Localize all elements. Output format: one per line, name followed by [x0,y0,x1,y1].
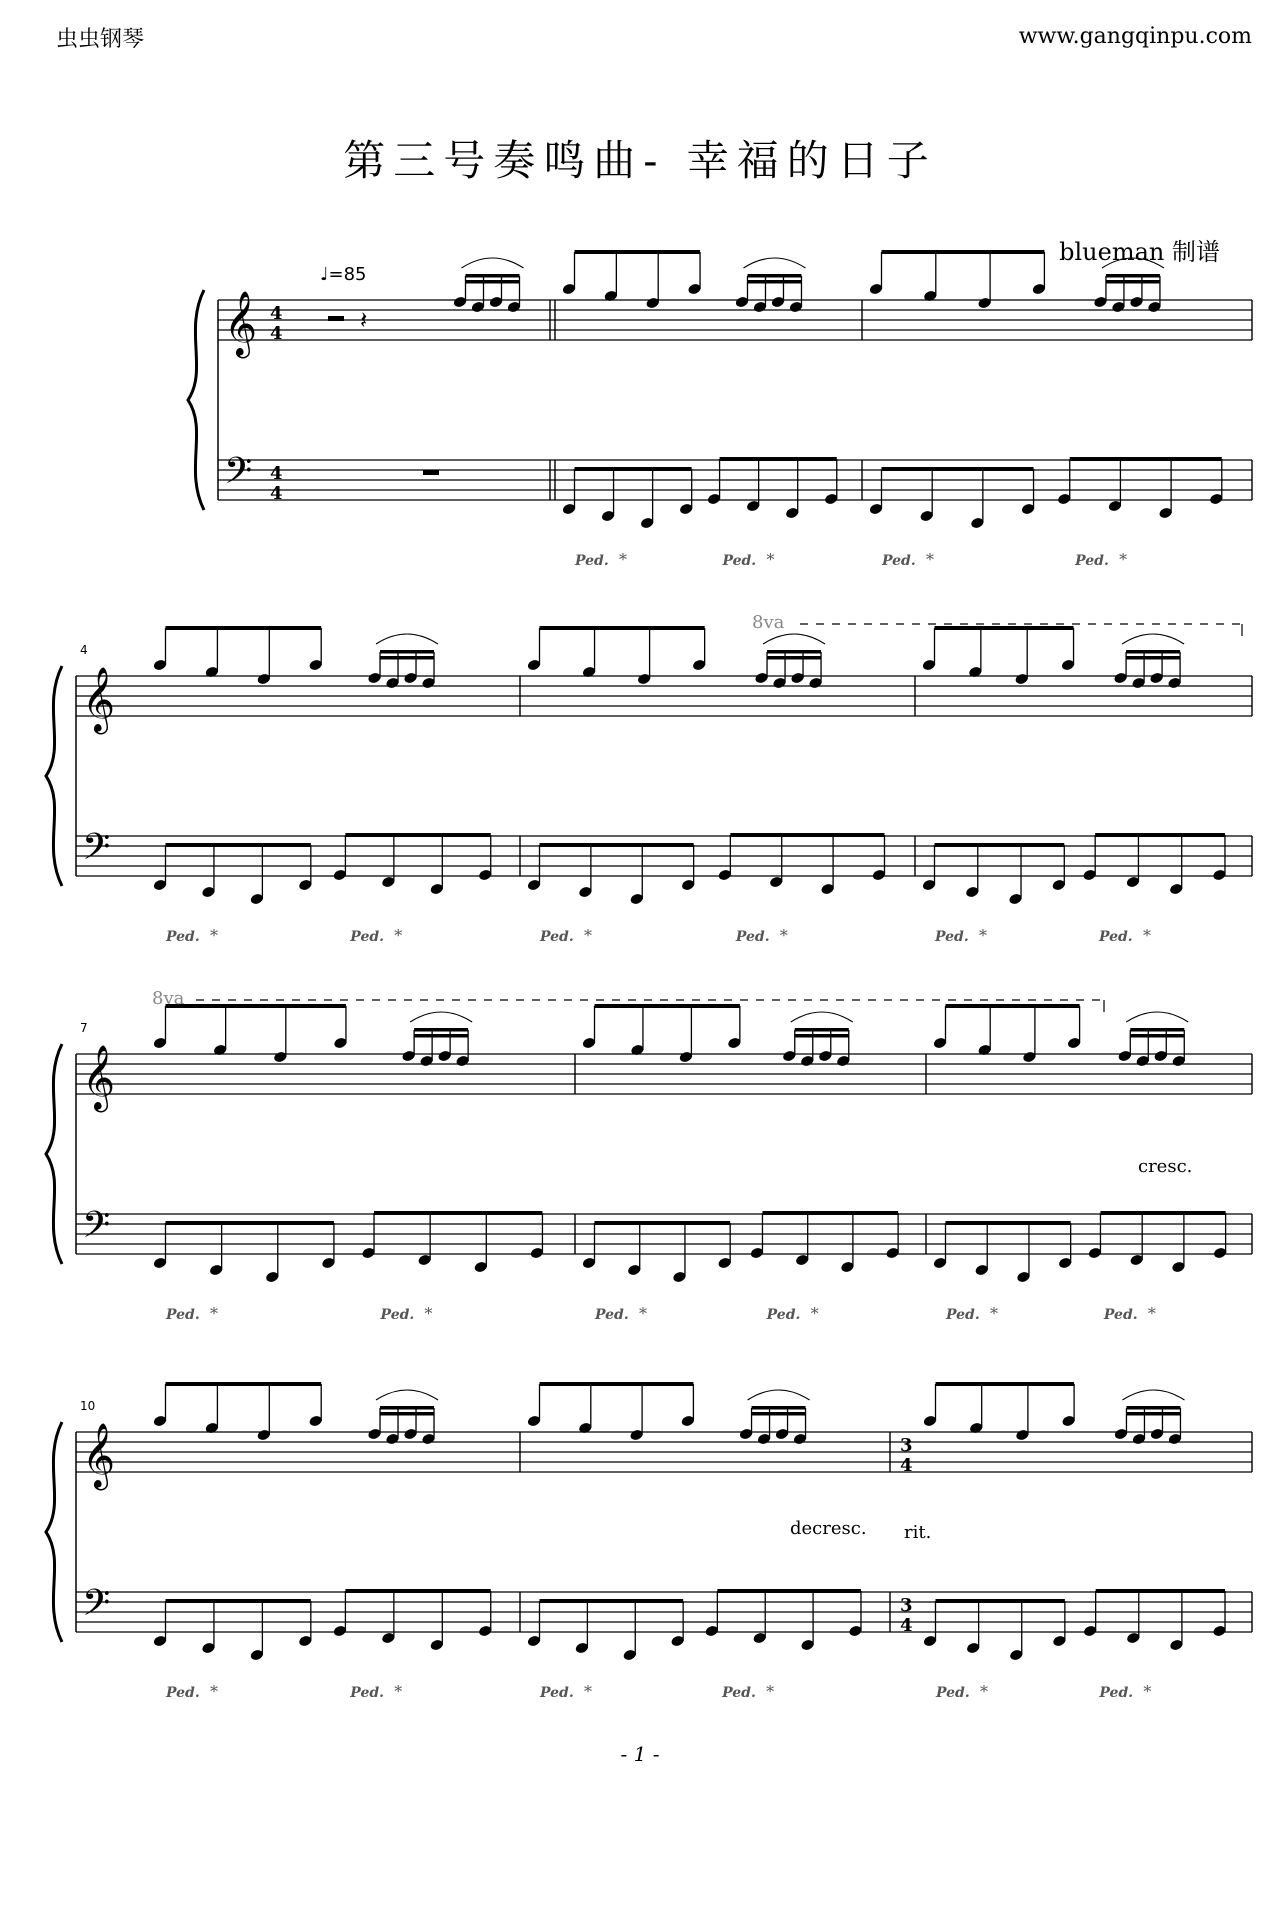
pedal-up-mark: * [210,1304,218,1323]
brace [46,1044,62,1264]
beam [1126,1412,1180,1416]
pedal-down-mark: Ped. [350,1685,385,1701]
beam [946,1221,1071,1225]
slur [1122,634,1184,644]
slur [376,634,438,644]
pedal-down-mark: Ped. [766,1307,801,1323]
bass-clef-icon: 𝄢 [82,826,111,877]
beam [936,1382,1075,1386]
pedal-down-mark: Ped. [1099,1685,1134,1701]
beam [1130,1028,1184,1032]
beam [466,280,520,284]
pedal-down-mark: Ped. [722,553,757,569]
pedal-down-mark: Ped. [166,929,200,945]
slur [763,634,825,644]
beam [882,467,1034,471]
beam [575,467,692,471]
pedal-up-mark: * [766,1682,775,1701]
measure-number-7: 7 [80,1021,88,1035]
arranger-credit: blueman 制谱 [1059,238,1220,266]
beam [1126,650,1180,654]
slur [462,258,524,268]
decresc-marking: decresc. [790,1518,867,1539]
pedal-up-mark: * [584,926,592,945]
beam [1106,280,1160,284]
beam [936,1599,1065,1603]
pedal-up-mark: * [979,926,987,945]
beam [414,1034,468,1038]
treble-clef-icon: 𝄞 [82,1423,116,1488]
quarter-rest: 𝄽 [360,306,368,334]
pedal-down-mark: Ped. [166,1307,200,1323]
treble-clef-icon: 𝄞 [82,1045,116,1110]
beam [1130,1034,1184,1038]
beam [414,1028,468,1032]
pedal-down-mark: Ped. [1075,553,1109,569]
beam [345,833,490,837]
pedal-up-mark: * [810,1304,819,1323]
system-4 [46,1382,1252,1701]
beam [380,1412,434,1416]
beam [795,1034,849,1038]
beam [1070,457,1222,461]
beam [575,250,701,254]
beam [166,1382,322,1386]
bass-clef-icon: 𝄢 [82,1582,111,1633]
measure-number-4: 4 [80,643,88,657]
pedal-up-mark: * [1147,1304,1156,1323]
pedal-up-mark: * [424,1304,433,1323]
pedal-up-mark: * [584,1682,592,1701]
beam [540,626,705,630]
pedal-up-mark: * [990,1304,998,1323]
beam [752,1406,806,1410]
ottava-mark-2: 8va [152,988,185,1009]
beam [595,1221,731,1225]
pedal-up-mark: * [394,1682,403,1701]
beam [747,280,801,284]
beam [767,650,821,654]
ottava-mark-1: 8va [752,612,785,633]
beam [540,843,694,847]
pedal-up-mark: * [779,926,788,945]
beam [762,1211,898,1215]
time-sig-bottom: 4 [270,323,283,344]
time-sig-top: 3 [900,1435,913,1456]
beam [717,1589,861,1593]
pedal-down-mark: Ped. [380,1307,415,1323]
pedal-up-mark: * [1142,926,1151,945]
time-sig-top: 4 [270,463,283,484]
slur [791,1012,853,1022]
beam [1095,833,1225,837]
pedal-up-mark: * [926,550,934,569]
pedal-down-mark: Ped. [540,1685,574,1701]
whole-rest [423,470,439,475]
bass-clef-icon: 𝄢 [224,450,253,501]
page-number: - 1 - [620,1742,660,1766]
beam [795,1028,849,1032]
pedal-down-mark: Ped. [735,929,770,945]
beam [882,250,1045,254]
pedal-up-mark: * [766,550,775,569]
beam [166,1599,311,1603]
half-rest [328,316,344,321]
beam [595,1004,740,1008]
beam [1126,656,1180,660]
pedal-down-mark: Ped. [936,1685,970,1701]
pedal-down-mark: Ped. [540,929,574,945]
pedal-up-mark: * [1119,550,1128,569]
pedal-up-mark: * [980,1682,988,1701]
beam [720,457,837,461]
beam [166,1004,346,1008]
system-1 [188,250,1252,569]
rit-marking: rit. [904,1522,932,1543]
bass-clef-icon: 𝄢 [82,1204,111,1255]
pedal-down-mark: Ped. [166,1685,200,1701]
beam [946,1004,1080,1008]
pedal-up-mark: * [210,926,218,945]
beam [166,1221,334,1225]
pedal-down-mark: Ped. [595,1307,629,1323]
slur [743,258,805,268]
treble-clef-icon: 𝄞 [224,291,258,356]
beam [752,1412,806,1416]
site-name: 虫虫钢琴 [56,27,145,52]
brace [46,1422,62,1642]
site-url: www.gangqinpu.com [1018,24,1252,49]
pedal-down-mark: Ped. [1098,929,1133,945]
pedal-down-mark: Ped. [935,929,969,945]
slur [1126,1012,1188,1022]
pedal-down-mark: Ped. [946,1307,980,1323]
pedal-up-mark: * [619,550,627,569]
beam [166,626,322,630]
slur [376,1390,438,1400]
pedal-down-mark: Ped. [1103,1307,1138,1323]
pedal-down-mark: Ped. [350,929,385,945]
beam [380,1406,434,1410]
beam [380,650,434,654]
beam [374,1211,542,1215]
beam [380,656,434,660]
pedal-up-mark: * [210,1682,218,1701]
pedal-up-mark: * [1143,1682,1152,1701]
beam [166,843,311,847]
pedal-down-mark: Ped. [575,553,609,569]
slur [410,1012,472,1022]
beam [747,274,801,278]
time-sig-bottom: 4 [270,483,283,504]
beam [1106,274,1160,278]
time-sig-bottom: 4 [900,1615,913,1636]
pedal-up-mark: * [639,1304,647,1323]
system-3 [46,1000,1252,1323]
beam [345,1589,490,1593]
beam [540,1599,684,1603]
beam [767,656,821,660]
brace [188,290,204,510]
slur [748,1390,810,1400]
slur [1102,258,1164,268]
beam [1096,1589,1225,1593]
slur [1122,1390,1184,1400]
systems-layer [46,250,1252,1701]
time-sig-bottom: 4 [900,1455,913,1476]
beam [1100,1211,1225,1215]
beam [935,626,1074,630]
brace [46,666,62,886]
cresc-marking: cresc. [1138,1156,1193,1177]
treble-clef-icon: 𝄞 [82,667,116,732]
beam [540,1382,694,1386]
pedal-down-mark: Ped. [722,1685,756,1701]
beam [730,833,884,837]
piece-title: 第三号奏鸣曲- 幸福的日子 [343,136,937,185]
system-2 [46,624,1252,945]
beam [935,843,1065,847]
time-sig-top: 4 [270,303,283,324]
measure-number-10: 10 [80,1399,96,1413]
tempo-marking: ♩=85 [320,264,367,285]
beam [1126,1406,1180,1410]
pedal-up-mark: * [394,926,403,945]
beam [466,274,520,278]
pedal-down-mark: Ped. [882,553,916,569]
time-sig-top: 3 [900,1595,913,1616]
